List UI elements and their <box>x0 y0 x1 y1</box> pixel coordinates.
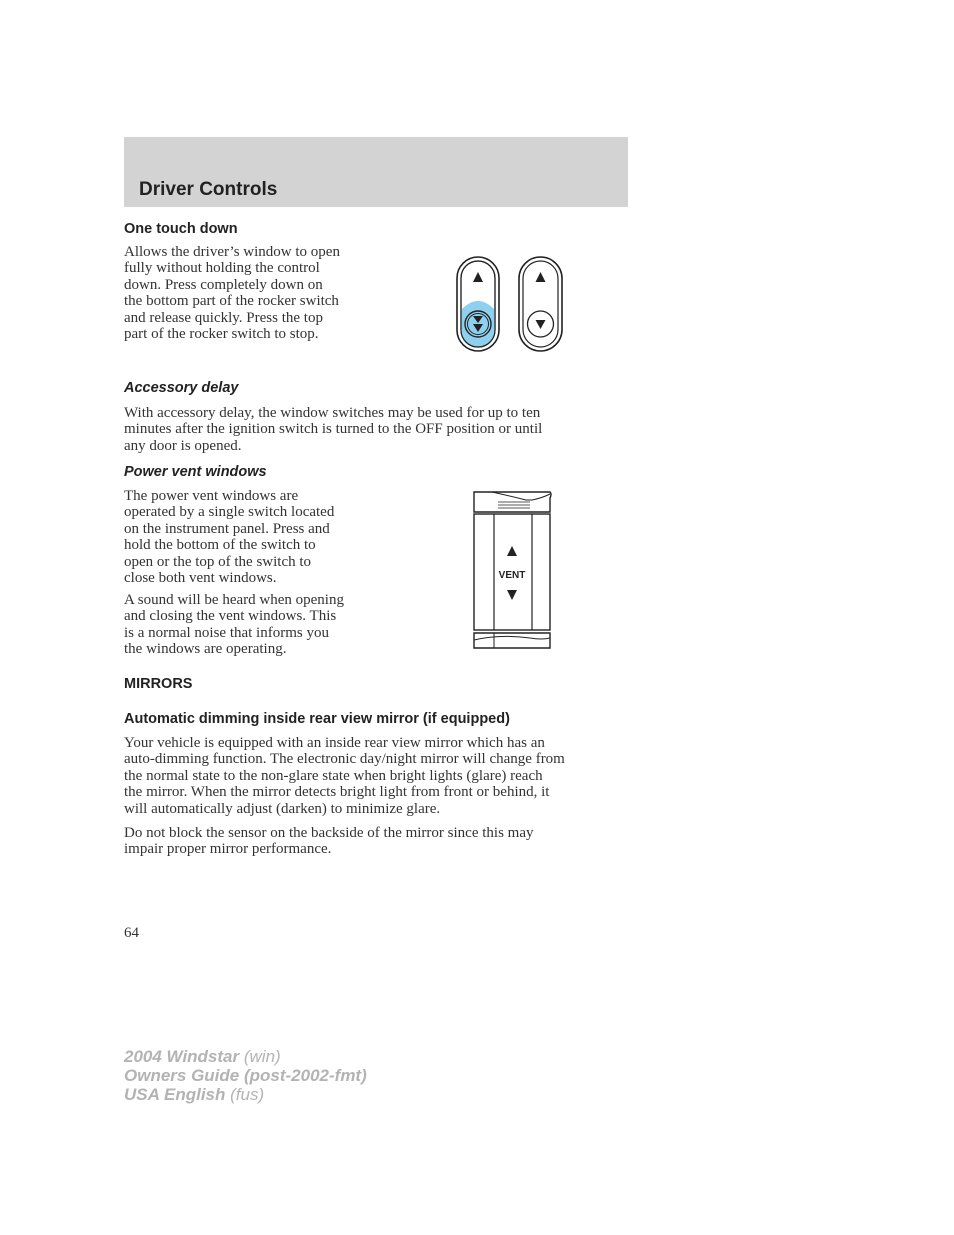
text-line: fully without holding the control <box>124 260 320 277</box>
accessory-delay-heading: Accessory delay <box>124 380 239 396</box>
text-line: is a normal noise that informs you <box>124 624 329 641</box>
footer-model-code: (win) <box>243 1047 281 1066</box>
section-header-band <box>124 137 628 207</box>
power-vent-para2 <box>124 592 344 658</box>
text-line: the windows are operating. <box>124 641 287 658</box>
text-line: the normal state to the non-glare state when bright lights (glare) reach <box>124 767 543 784</box>
text-line: open or the top of the switch to <box>124 553 312 570</box>
mirror-para2 <box>124 825 534 858</box>
footer-language-code: (fus) <box>230 1085 265 1104</box>
document-footer <box>124 1047 367 1104</box>
section-title: Driver Controls <box>139 179 278 200</box>
text-line: minutes after the ignition switch is turned to the OFF position or until <box>124 421 543 438</box>
text-line: With accessory delay, the window switches may be used for up to ten <box>124 405 541 421</box>
text-line: any door is opened. <box>124 437 242 454</box>
one-touch-body <box>124 244 340 342</box>
power-vent-para1 <box>124 488 334 586</box>
footer-guide: Owners Guide (post-2002-fmt) <box>124 1066 367 1085</box>
text-line: part of the rocker switch to stop. <box>124 326 319 343</box>
text-line: on the instrument panel. Press and <box>124 520 330 537</box>
text-line: will automatically adjust (darken) to minimize glare. <box>124 800 441 817</box>
footer-language: USA English <box>124 1085 226 1104</box>
text-line: auto-dimming function. The electronic day/night mirror will change from <box>124 751 565 768</box>
text-line: and release quickly. Press the top <box>124 309 323 326</box>
accessory-delay-body <box>124 405 542 454</box>
text-line: the mirror. When the mirror detects bright light from front or behind, it <box>124 784 550 801</box>
text-line: close both vent windows. <box>124 570 277 587</box>
mirror-subheading: Automatic dimming inside rear view mirror (if equipped) <box>124 711 510 727</box>
vent-switch-label: VENT <box>498 570 526 581</box>
text-line: hold the bottom of the switch to <box>124 537 316 554</box>
mirrors-heading: MIRRORS <box>124 676 193 692</box>
mirror-para1 <box>124 735 565 817</box>
power-vent-heading: Power vent windows <box>124 464 267 480</box>
text-line: and closing the vent windows. This <box>124 608 337 625</box>
vent-switch-illustration <box>470 488 556 654</box>
page-number: 64 <box>124 925 139 941</box>
one-touch-heading: One touch down <box>124 221 238 237</box>
text-line: The power vent windows are <box>124 488 299 504</box>
text-line: Do not block the sensor on the backside of the mirror since this may <box>124 825 534 841</box>
text-line: operated by a single switch located <box>124 504 335 521</box>
text-line: Your vehicle is equipped with an inside rear view mirror which has an <box>124 735 545 751</box>
text-line: down. Press completely down on <box>124 276 323 293</box>
rocker-switch-illustration <box>452 252 568 356</box>
text-line: the bottom part of the rocker switch <box>124 293 339 310</box>
text-line: impair proper mirror performance. <box>124 841 332 858</box>
text-line: Allows the driver’s window to open <box>124 244 340 260</box>
text-line: A sound will be heard when opening <box>124 592 344 608</box>
footer-model: 2004 Windstar <box>124 1047 240 1066</box>
